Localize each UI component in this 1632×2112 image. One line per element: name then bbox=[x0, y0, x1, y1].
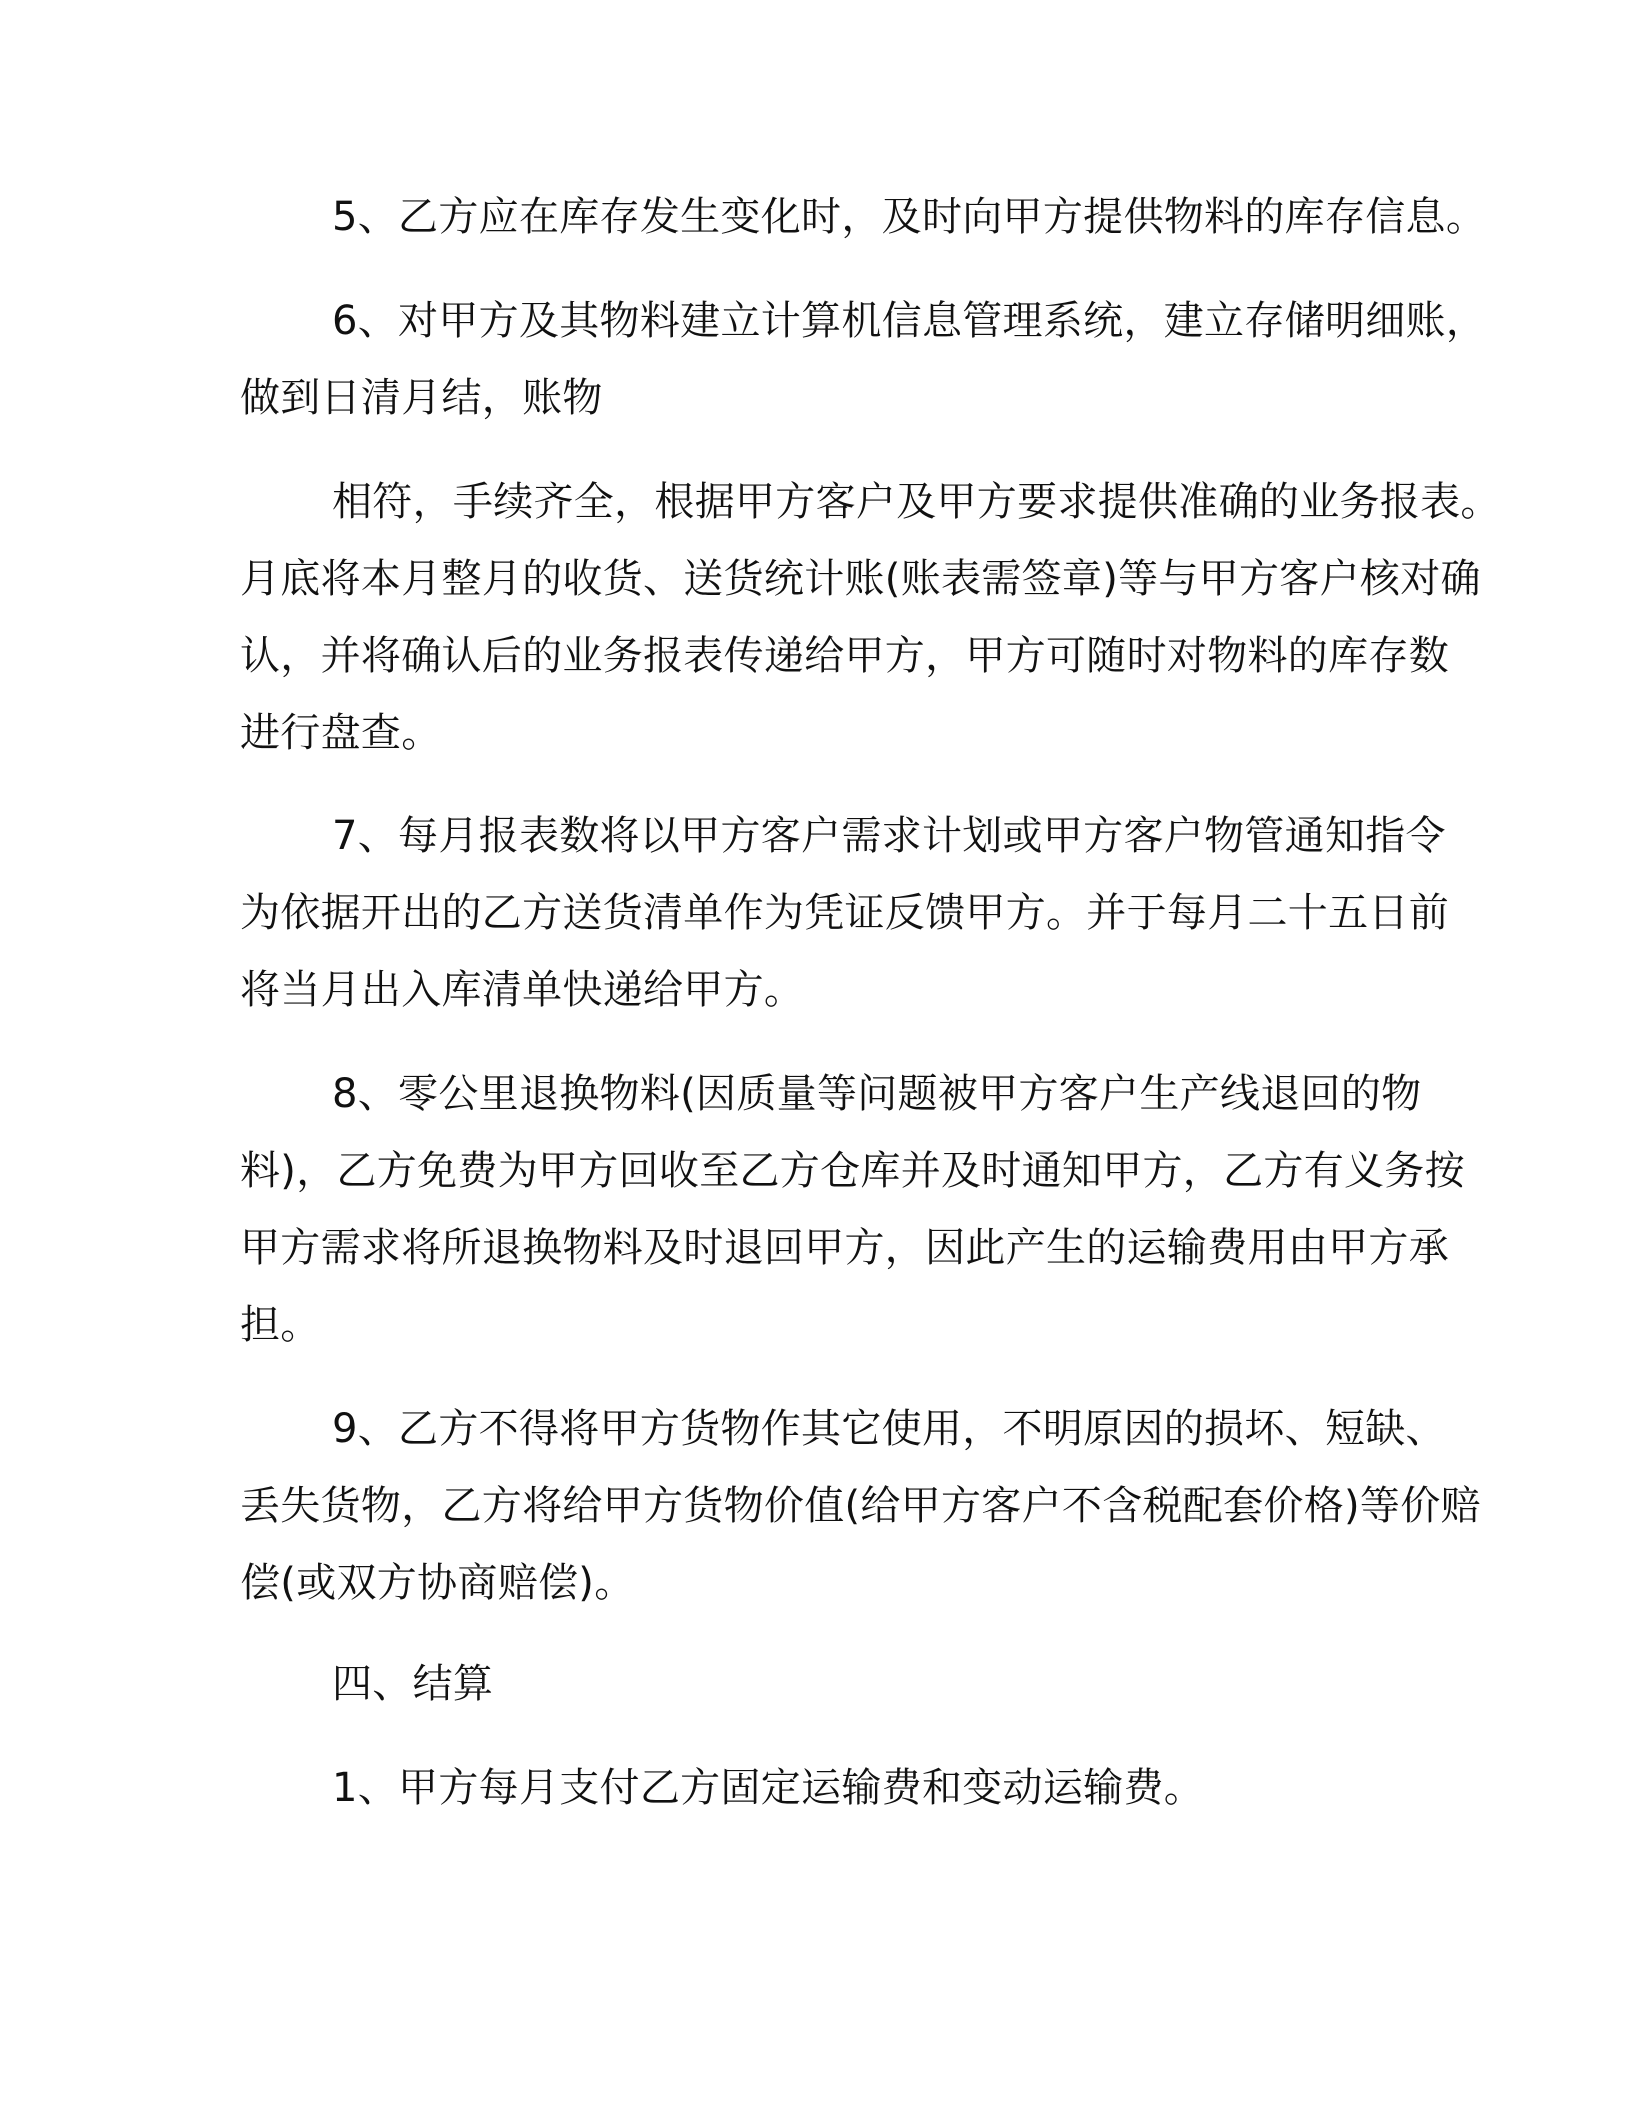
clause-9-line-3: 偿(或双方协商赔偿)。 bbox=[240, 1560, 635, 1606]
clause-8-line-4: 担。 bbox=[240, 1302, 321, 1348]
clause-9-line-1: 9、乙方不得将甲方货物作其它使用，不明原因的损坏、短缺、 bbox=[332, 1406, 1446, 1452]
clause-7-line-2: 为依据开出的乙方送货清单作为凭证反馈甲方。并于每月二十五日前 bbox=[240, 890, 1449, 936]
clause-8-line-3: 甲方需求将所退换物料及时退回甲方，因此产生的运输费用由甲方承 bbox=[240, 1225, 1449, 1271]
clause-6-line-6: 进行盘查。 bbox=[240, 710, 442, 756]
clause-6-line-3: 相符，手续齐全，根据甲方客户及甲方要求提供准确的业务报表。 bbox=[332, 479, 1501, 525]
clause-6-line-2: 做到日清月结，账物 bbox=[240, 375, 603, 421]
clause-9-line-2: 丢失货物，乙方将给甲方货物价值(给甲方客户不含税配套价格)等价赔 bbox=[240, 1483, 1481, 1529]
section-heading-settlement: 四、结算 bbox=[332, 1661, 494, 1707]
clause-6-line-1: 6、对甲方及其物料建立计算机信息管理系统，建立存储明细账， bbox=[332, 298, 1487, 344]
clause-7-line-1: 7、每月报表数将以甲方客户需求计划或甲方客户物管通知指令 bbox=[332, 813, 1446, 859]
clause-8-line-1: 8、零公里退换物料(因质量等问题被甲方客户生产线退回的物 bbox=[332, 1071, 1422, 1117]
clause-7-line-3: 将当月出入库清单快递给甲方。 bbox=[240, 967, 805, 1013]
clause-6-line-5: 认，并将确认后的业务报表传递给甲方，甲方可随时对物料的库存数 bbox=[240, 633, 1449, 679]
clause-5-line-1: 5、乙方应在库存发生变化时，及时向甲方提供物料的库存信息。 bbox=[332, 194, 1487, 240]
clause-6-line-4: 月底将本月整月的收货、送货统计账(账表需签章)等与甲方客户核对确 bbox=[240, 556, 1481, 602]
clause-8-line-2: 料)，乙方免费为甲方回收至乙方仓库并及时通知甲方，乙方有义务按 bbox=[240, 1148, 1465, 1194]
settlement-clause-1: 1、甲方每月支付乙方固定运输费和变动运输费。 bbox=[332, 1765, 1205, 1811]
